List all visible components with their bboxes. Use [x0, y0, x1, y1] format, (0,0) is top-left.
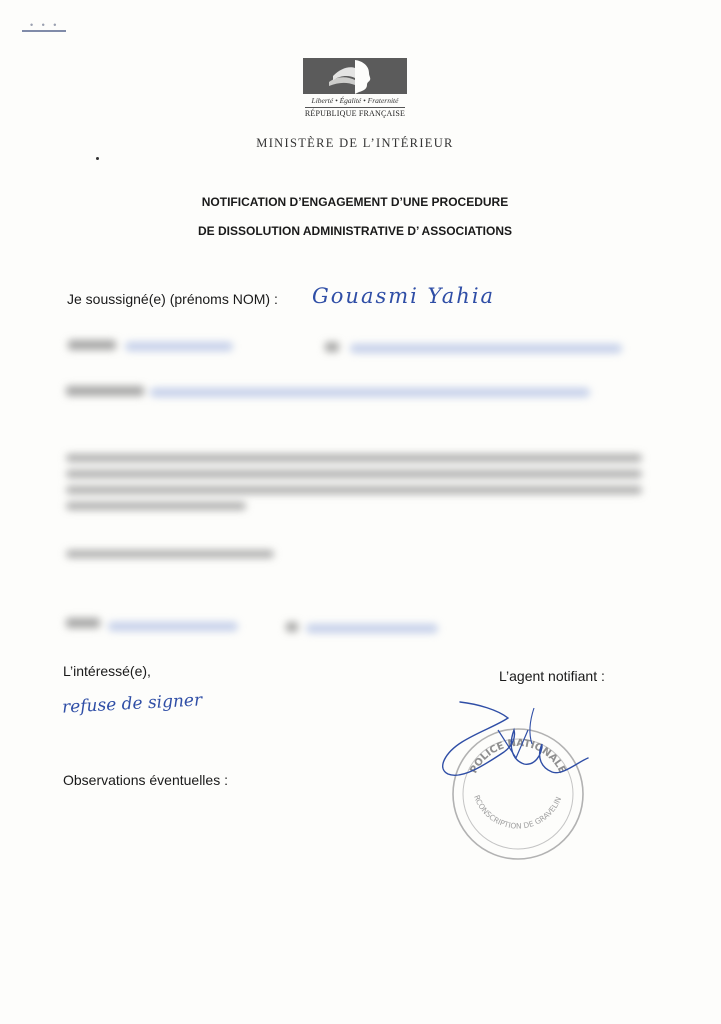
document-title-line-1: NOTIFICATION D’ENGAGEMENT D’UNE PROCEDURE	[201, 195, 509, 209]
svg-text:POLICE NATIONALE: POLICE NATIONALE	[468, 737, 568, 776]
republic-name: RÉPUBLIQUE FRANÇAISE	[304, 109, 406, 118]
police-stamp-icon	[438, 700, 598, 860]
scan-artifact-line	[22, 30, 66, 32]
official-stamp-signature	[438, 700, 598, 860]
agent-label: L’agent notifiant :	[499, 668, 605, 684]
republic-motto: Liberté • Égalité • Fraternité	[311, 96, 399, 105]
marianne-profile-icon	[303, 58, 407, 94]
observations-label: Observations éventuelles :	[63, 772, 228, 788]
redacted-section	[0, 330, 721, 650]
marianne-logo	[303, 58, 407, 122]
interested-party-label: L’intéressé(e),	[63, 663, 151, 679]
scan-speck	[96, 157, 99, 160]
scan-artifact: • • •	[30, 20, 60, 30]
svg-text:CIRCONSCRIPTION DE GRAVELINES: RCONSCRIPTION DE GRAVELIN	[472, 793, 564, 831]
name-handwritten-value: Gouasmi Yahia	[312, 284, 496, 308]
document-title-line-2: DE DISSOLUTION ADMINISTRATIVE D’ ASSOCIATIONS	[197, 224, 512, 238]
logo-divider	[305, 107, 405, 108]
marianne-emblem	[303, 58, 407, 94]
interested-party-handwritten-value: refuse de signer	[61, 690, 203, 718]
ministry-name: MINISTÈRE DE L’INTÉRIEUR	[256, 136, 454, 150]
name-label: Je soussigné(e) (prénoms NOM) :	[67, 291, 278, 307]
